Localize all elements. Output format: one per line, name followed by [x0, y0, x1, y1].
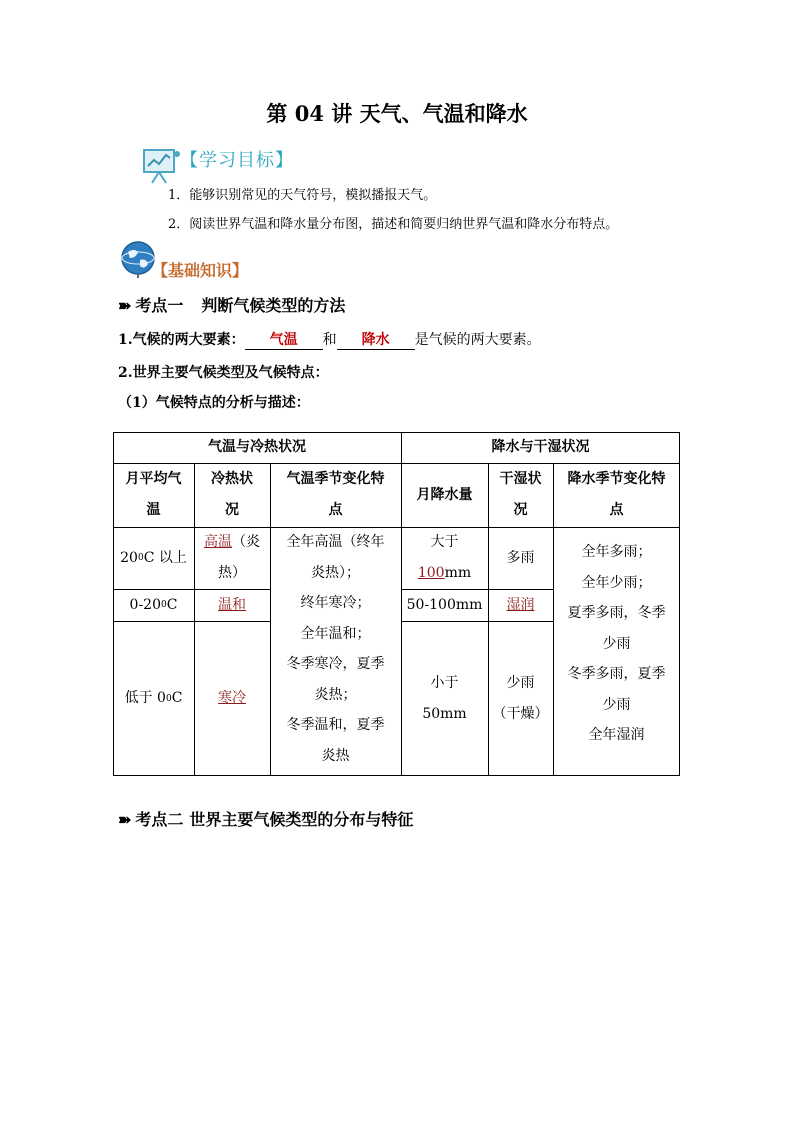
precip-below-50: [401, 621, 488, 776]
header-precip-season: [553, 463, 680, 527]
cell-text: C: [166, 596, 178, 613]
header-text: 气温季节变化特: [286, 471, 385, 487]
cell-text: （炎: [232, 534, 260, 550]
header-text: 干湿状: [499, 471, 542, 487]
climate-elements-line: [118, 329, 541, 350]
list-item: 少雨: [602, 696, 631, 713]
list-item: 全年高温（终年: [286, 534, 385, 550]
climate-table: [113, 432, 680, 776]
objectives-heading: 【学习目标】: [180, 150, 294, 171]
cell-text: 小于: [430, 674, 459, 691]
list-item: 炎热: [321, 747, 350, 764]
list-item: 冬季寒冷，夏季: [286, 656, 385, 672]
cell-text: C: [171, 690, 183, 706]
line-mid: 和: [322, 332, 337, 348]
humid-cell: [488, 589, 553, 621]
knowledge-heading: 【基础知识】: [152, 261, 249, 280]
hot-cell: [194, 527, 270, 589]
key-point-1: [118, 293, 345, 316]
key-point-text: 世界主要气候类型的分布与特征: [189, 810, 414, 829]
key-point-label: 考点一: [135, 296, 184, 315]
key-point-label: 考点二: [135, 810, 184, 829]
header-temperature-group: 气温与冷热状况: [208, 439, 306, 455]
presentation-board-icon: [138, 142, 182, 186]
temp-above-20: 20 0 C 以上: [113, 527, 194, 589]
header-text: 点: [609, 502, 624, 518]
header-text: 降水季节变化特: [567, 471, 666, 487]
header-text: 点: [328, 502, 343, 518]
list-item: 全年多雨；: [581, 544, 652, 560]
key-point-2: [118, 807, 413, 830]
precip-50-100: 50-100mm: [406, 596, 483, 613]
answer-blank: 气温: [245, 329, 323, 350]
arrow-icon: ➽: [118, 810, 132, 829]
cell-text: C 以上: [143, 549, 187, 566]
list-item: 冬季多雨，夏季: [567, 666, 666, 682]
cell-text: 50mm: [422, 705, 467, 722]
line-prefix: 1.气候的两大要素：: [118, 332, 245, 348]
header-temp-season: [270, 463, 401, 527]
section-heading: 2.世界主要气候类型及气候特点：: [118, 365, 329, 381]
list-item: 终年寒冷；: [300, 595, 371, 611]
list-item: 夏季多雨，冬季: [567, 605, 666, 621]
header-text: 况: [225, 502, 239, 518]
list-item: 全年少雨；: [581, 574, 652, 591]
header-monthly-temp: [113, 463, 194, 527]
key-point-text: 判断气候类型的方法: [201, 296, 346, 315]
temp-0-20: 0-20 0 C: [113, 589, 194, 621]
temp-below-0: 低于 0 0 C: [113, 621, 194, 776]
answer-underlined: 寒冷: [218, 690, 246, 706]
header-dry-wet: [488, 463, 553, 527]
list-item: 全年湿润: [588, 727, 645, 743]
answer-underlined: 湿润: [506, 596, 535, 613]
cell-text: 低于 0: [124, 690, 166, 706]
list-item: 炎热）；: [311, 564, 360, 581]
dry-cell: [488, 621, 553, 776]
list-item: 少雨: [602, 635, 631, 652]
cell-text: mm: [444, 565, 472, 581]
cell-text: 20: [120, 549, 138, 566]
cell-text: 少雨: [506, 674, 535, 691]
cell-text: 大于: [430, 534, 459, 550]
answer-blank: 降水: [337, 329, 415, 350]
list-item: 冬季温和，夏季: [286, 717, 385, 733]
header-text: 温: [146, 502, 161, 518]
list-item: 全年温和；: [300, 625, 371, 642]
header-text: 况: [513, 502, 528, 518]
header-precipitation-group: 降水与干湿状况: [491, 439, 590, 455]
line-suffix: 是气候的两大要素。: [414, 332, 541, 348]
precip-season-list: [553, 527, 680, 776]
header-monthly-precip: 月降水量: [416, 486, 473, 503]
list-item: 炎热；: [314, 686, 357, 703]
cold-cell: [194, 621, 270, 776]
header-hot-cold: [194, 463, 270, 527]
answer-underlined: 高温: [204, 534, 232, 550]
cell-text: 热）: [218, 565, 246, 581]
answer-underlined: 100: [417, 565, 445, 581]
precip-above-100: [401, 527, 488, 589]
objective-item: 2．阅读世界气温和降水量分布图，描述和简要归纳世界气温和降水分布特点。: [168, 217, 619, 232]
page-title: 第 04 讲 天气、气温和降水: [266, 101, 528, 126]
objective-item: 1．能够识别常见的天气符号，模拟播报天气。: [168, 188, 437, 203]
temp-season-list: [270, 527, 401, 776]
header-text: 月平均气: [125, 471, 182, 487]
mild-cell: [194, 589, 270, 621]
cell-text: （干燥）: [492, 705, 549, 722]
arrow-icon: ➽: [118, 296, 132, 315]
rainy-cell: 多雨: [506, 549, 535, 566]
subsection-heading: （1）气候特点的分析与描述：: [118, 395, 310, 411]
header-text: 冷热状: [211, 471, 253, 487]
answer-underlined: 温和: [218, 596, 246, 613]
cell-text: 0-20: [129, 596, 161, 613]
